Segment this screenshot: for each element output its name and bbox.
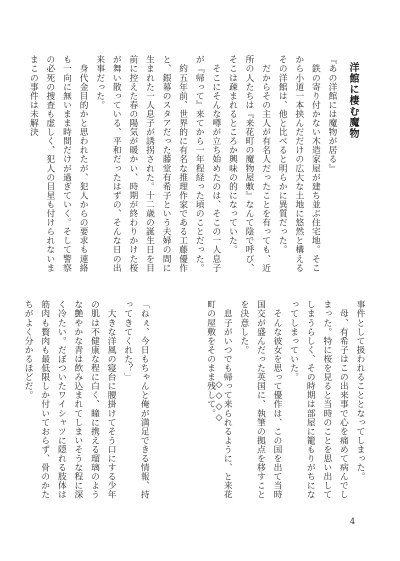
paragraph: そんな彼女を思って優作は、この国を出て当時国交が盛んだった英国に、執筆の拠点を移すことを決意した。 — [238, 300, 283, 500]
paragraph: 身代金目的かと思われたが、犯人からの要求も連絡も一向に無いまま時間だけが過ぎていく。そして警察の必死の捜査も虚しく、犯人の目星も付けられないままこの事件は未解決 — [28, 55, 89, 273]
paragraph: 事件として扱われることとなってしまった。 — [355, 300, 365, 481]
paragraph: 「ねぇ、今日もちゃんと俺が満足できる情報、持ってきてくれた？」 — [122, 300, 150, 500]
section-divider: ◇◇◇◇ — [214, 380, 224, 424]
page-number: 4 — [350, 517, 356, 526]
paragraph: 大きな洋風の寝台に腰掛けてそう口にする少年の肌は不健康な程に白く、瞳に携える瑠璃のような艶やかな青は飲み込まれてしまいそうな程に深く冷たい。だぼついたワイシャツに隠れる肢体は筋肉も贅肉も最低限しか付いておらず、骨のかたちがよく分かるほどだ。 — [23, 300, 117, 500]
paragraph: 鉄の寄り付かない木造家屋が建ち並ぶ住宅地。そこから小道一本挟んだだけの広大な土地に悠然と構えるその洋館は、他と比べると明らかに異質だった。 — [277, 55, 321, 273]
paragraph: 母、有希子はこの出来事で心を痛めて病んでしまった。特に桜を見ると当時のことを思い出してしまうらしく、その時期は部屋に籠もりがちになってしまっていた。 — [288, 300, 349, 500]
upper-text-block — [28, 55, 340, 273]
lower-text-block — [23, 300, 368, 506]
paragraph: そこにそんな噂が立ち始めたのは、そこの一人息子が『帰って』来てから一年程経った頃のことだった。 — [194, 55, 221, 273]
chapter-title: 洋館に棲む魔物 — [347, 62, 358, 139]
paragraph: 『あの洋館には魔物が居る』 — [327, 55, 337, 173]
blank-line — [152, 300, 169, 506]
paragraph: 息子がいつでも帰って来られるように、と来花町の屋敷をそのまま残して。 — [205, 300, 233, 500]
paragraph: だからその主人が有名人だったことを有っても、近所の人たちは『来花町の魔物屋敷』なんて陰で呼び、そこは疎まれるところか興味の的になっていた。 — [227, 55, 271, 273]
blank-line — [185, 300, 202, 506]
paragraph: 約五年前、世界的に有名な推理作家である工藤優作と、銀幕のスタアだった藤堂有希子という夫婦の間に生まれた一人息子が誘拐された。十二歳の誕生日を目前に控えた春の陽気が暖かい、時期が終わりかけた桜が舞い散っている、平和だったはずの、そんな日の出来事だった。 — [94, 55, 188, 273]
blank-line — [169, 300, 186, 506]
